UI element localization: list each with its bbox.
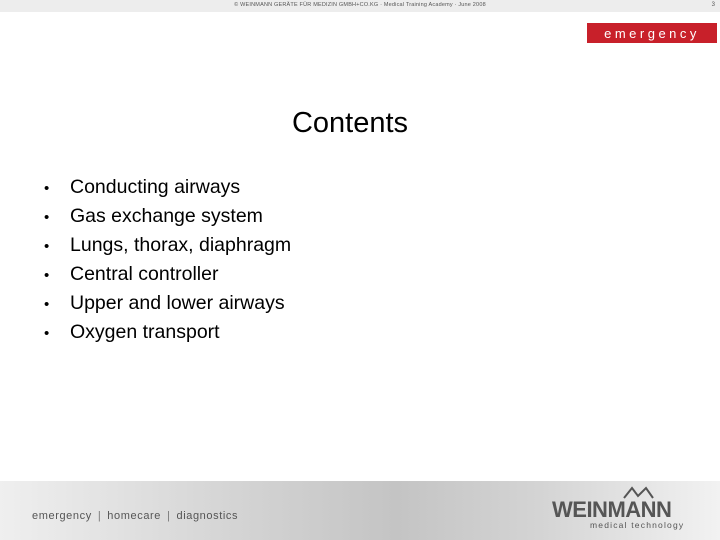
- weinmann-logo: WEINMANN: [552, 497, 672, 522]
- bullet-icon: •: [44, 296, 50, 313]
- tagline-homecare: homecare: [107, 510, 162, 522]
- list-item: [44, 321, 291, 350]
- list-item: [44, 205, 291, 234]
- bullet-icon: •: [44, 238, 50, 255]
- bullet-icon: •: [44, 180, 50, 197]
- list-item-text: Central controller: [70, 263, 219, 285]
- list-item: [44, 263, 291, 292]
- list-item: [44, 292, 291, 321]
- list-item-text: Oxygen transport: [70, 321, 220, 343]
- tagline-emergency: emergency: [32, 510, 92, 522]
- copyright-line: © WEINMANN GERÄTE FÜR MEDIZIN GMBH+CO.KG · Medical Training Academy · June 2008: [234, 2, 486, 8]
- list-item-text: Gas exchange system: [70, 205, 263, 227]
- tagline-separator: |: [167, 510, 171, 522]
- tagline-diagnostics: diagnostics: [176, 510, 239, 522]
- list-item-text: Upper and lower airways: [70, 292, 285, 314]
- bullet-icon: •: [44, 209, 50, 226]
- logo-swoosh-icon: [622, 486, 656, 500]
- bullet-icon: •: [44, 267, 50, 284]
- slide-title: Contents: [291, 107, 409, 139]
- emergency-badge: emergency: [587, 23, 717, 43]
- weinmann-logo-subtitle: medical technology: [590, 520, 685, 530]
- list-item-text: Lungs, thorax, diaphragm: [70, 234, 292, 256]
- list-item: [44, 176, 291, 205]
- list-item: [44, 234, 291, 263]
- bullet-icon: •: [44, 325, 50, 342]
- contents-list: [44, 176, 291, 350]
- list-item-text: Conducting airways: [70, 176, 241, 198]
- footer-tagline: [32, 510, 238, 522]
- tagline-separator: |: [97, 510, 102, 522]
- page-number: 3: [711, 2, 715, 8]
